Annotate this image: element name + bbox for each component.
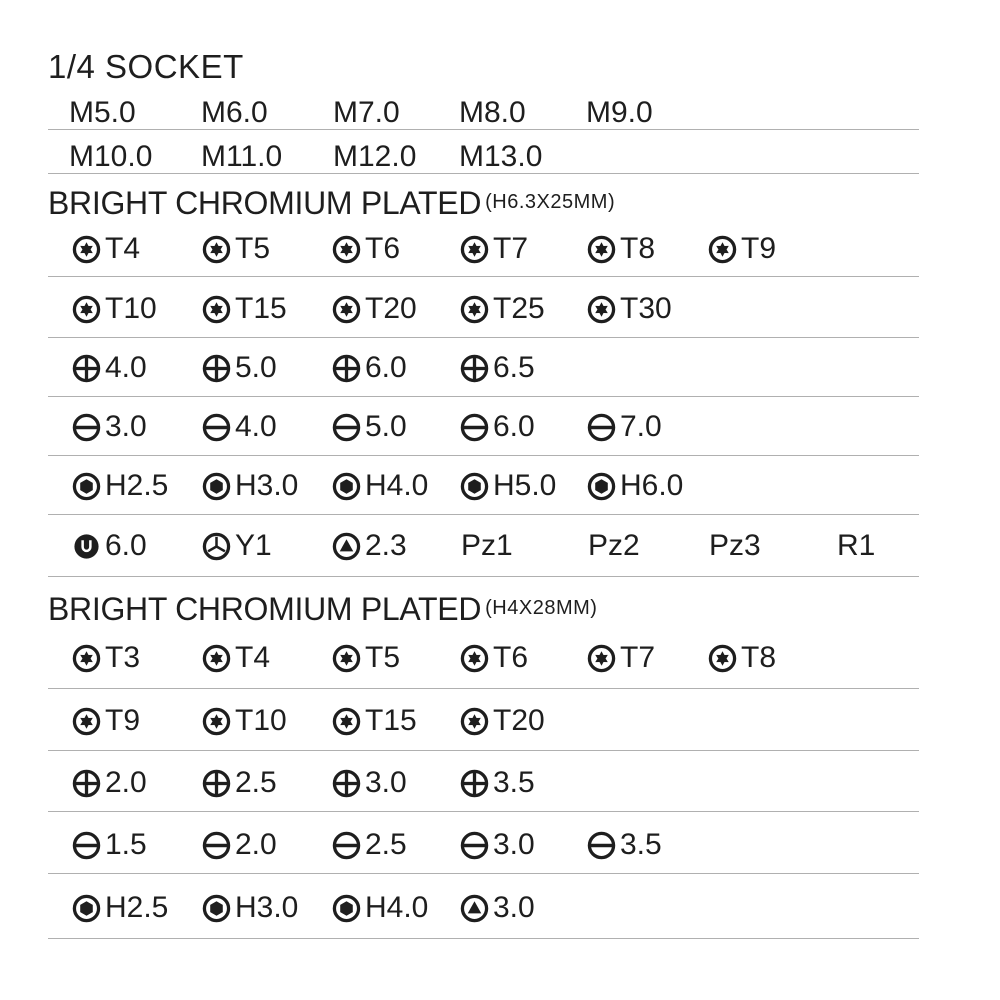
section-subtitle: (H4X28MM) <box>485 597 598 619</box>
bit-label: H3.0 <box>235 469 299 502</box>
hex-icon <box>202 472 231 501</box>
bit-item <box>587 643 655 673</box>
bit-item <box>460 830 535 860</box>
bit-row <box>48 885 919 939</box>
bit-label: T30 <box>620 292 672 325</box>
bit-label: 7.0 <box>620 410 662 443</box>
bit-label: T5 <box>235 232 271 265</box>
phillips-icon <box>202 769 231 798</box>
torx-icon <box>587 644 616 673</box>
bit-label: T15 <box>365 704 417 737</box>
slotted-icon <box>72 831 101 860</box>
bit-label: T20 <box>493 704 545 737</box>
bit-item <box>202 294 287 324</box>
slotted-icon <box>460 413 489 442</box>
phillips-icon <box>332 769 361 798</box>
bit-label: H5.0 <box>493 469 557 502</box>
slotted-icon <box>202 831 231 860</box>
bit-item <box>460 412 535 442</box>
bit-item <box>72 768 147 798</box>
bit-label: T6 <box>365 232 401 265</box>
torx-icon <box>460 295 489 324</box>
torx-icon <box>72 707 101 736</box>
bit-item <box>202 830 277 860</box>
slotted-icon <box>332 831 361 860</box>
bit-row <box>48 523 919 577</box>
bit-item <box>332 531 407 561</box>
bit-item <box>72 531 147 561</box>
hex-icon <box>72 472 101 501</box>
bit-row <box>48 822 919 874</box>
torx-icon <box>587 295 616 324</box>
bit-item <box>332 471 428 501</box>
bit-item <box>202 643 270 673</box>
bit-label: T7 <box>620 641 656 674</box>
triangle-icon <box>460 894 489 923</box>
section-title <box>48 187 615 219</box>
socket-size: M12.0 <box>333 140 417 173</box>
phillips-icon <box>460 769 489 798</box>
socket-size: M13.0 <box>459 140 543 173</box>
bit-item <box>72 830 147 860</box>
bit-label: T7 <box>493 232 529 265</box>
bit-item <box>202 234 270 264</box>
bit-label: 6.0 <box>365 351 407 384</box>
socket-size: M7.0 <box>333 96 400 129</box>
bit-item <box>460 294 545 324</box>
slotted-icon <box>460 831 489 860</box>
bit-item <box>202 768 277 798</box>
section-title-text: BRIGHT CHROMIUM PLATED <box>48 591 482 627</box>
bit-item <box>587 830 662 860</box>
bit-label: 4.0 <box>235 410 277 443</box>
phillips-icon <box>332 354 361 383</box>
bit-item <box>202 412 277 442</box>
torx-icon <box>332 707 361 736</box>
section-subtitle: (H6.3X25MM) <box>485 191 616 213</box>
socket-size: M9.0 <box>586 96 653 129</box>
bit-label: 3.0 <box>493 891 535 924</box>
bit-row <box>48 698 919 751</box>
torx-icon <box>460 235 489 264</box>
torx-icon <box>460 644 489 673</box>
bit-item <box>202 353 277 383</box>
bit-label: 3.0 <box>105 410 147 443</box>
bit-item <box>202 893 298 923</box>
hex-icon <box>587 472 616 501</box>
torx-icon <box>202 235 231 264</box>
bit-label: Y1 <box>235 529 272 562</box>
bit-item <box>708 643 776 673</box>
bit-label: T4 <box>235 641 271 674</box>
socket-row <box>48 94 919 130</box>
bit-item <box>332 643 400 673</box>
bit-label: H2.5 <box>105 891 169 924</box>
bit-item <box>72 234 140 264</box>
section-title <box>48 593 597 625</box>
socket-title: 1/4 SOCKET <box>48 48 244 85</box>
socket-row <box>48 138 919 174</box>
bit-item <box>72 412 147 442</box>
bit-row <box>48 345 919 397</box>
bit-label: T15 <box>235 292 287 325</box>
bit-item <box>332 353 407 383</box>
socket-size: M10.0 <box>69 140 153 173</box>
socket-size: M11.0 <box>201 140 283 173</box>
bit-label: T25 <box>493 292 545 325</box>
bit-label: 2.0 <box>105 766 147 799</box>
bit-item <box>332 294 417 324</box>
bit-label: T10 <box>105 292 157 325</box>
bit-label: 6.0 <box>105 529 147 562</box>
bit-row <box>48 635 919 689</box>
bit-label: T8 <box>741 641 777 674</box>
bit-label: Pz2 <box>588 529 640 562</box>
socket-size: M6.0 <box>201 96 268 129</box>
bit-item <box>202 706 287 736</box>
y-tri-wing-icon <box>202 532 231 561</box>
bit-item <box>836 531 875 561</box>
bit-item <box>72 353 147 383</box>
bit-label: R1 <box>837 529 876 562</box>
bit-item <box>72 294 157 324</box>
bit-item <box>460 893 535 923</box>
bit-item <box>460 531 513 561</box>
torx-icon <box>72 644 101 673</box>
bit-label: T9 <box>105 704 141 737</box>
bit-label: Pz1 <box>461 529 513 562</box>
bit-row <box>48 226 919 277</box>
bit-row <box>48 286 919 338</box>
torx-icon <box>332 295 361 324</box>
torx-icon <box>72 235 101 264</box>
torx-icon <box>202 295 231 324</box>
bit-item <box>332 412 407 442</box>
hex-icon <box>332 472 361 501</box>
torx-icon <box>460 707 489 736</box>
bit-item <box>587 412 662 442</box>
torx-icon <box>708 235 737 264</box>
phillips-icon <box>72 354 101 383</box>
bit-label: T4 <box>105 232 141 265</box>
bit-label: 2.0 <box>235 828 277 861</box>
torx-icon <box>708 644 737 673</box>
slotted-icon <box>332 413 361 442</box>
torx-icon <box>332 235 361 264</box>
bit-label: 3.0 <box>365 766 407 799</box>
bit-item <box>202 531 272 561</box>
bit-label: 2.5 <box>235 766 277 799</box>
bit-item <box>587 471 683 501</box>
bit-label: 3.5 <box>493 766 535 799</box>
bit-label: 5.0 <box>235 351 277 384</box>
bit-label: 4.0 <box>105 351 147 384</box>
bit-label: H4.0 <box>365 891 429 924</box>
slotted-icon <box>587 413 616 442</box>
bit-item <box>332 830 407 860</box>
bit-label: T9 <box>741 232 777 265</box>
phillips-icon <box>202 354 231 383</box>
hex-icon <box>202 894 231 923</box>
phillips-icon <box>460 354 489 383</box>
bit-label: T20 <box>365 292 417 325</box>
bit-label: T10 <box>235 704 287 737</box>
torx-icon <box>587 235 616 264</box>
hex-icon <box>72 894 101 923</box>
bit-row <box>48 463 919 515</box>
bit-item <box>332 768 407 798</box>
hex-icon <box>460 472 489 501</box>
bit-item <box>72 471 168 501</box>
slotted-icon <box>72 413 101 442</box>
torx-icon <box>202 707 231 736</box>
torx-icon <box>72 295 101 324</box>
bit-label: H6.0 <box>620 469 684 502</box>
bit-item <box>332 893 428 923</box>
hex-icon <box>332 894 361 923</box>
bit-item <box>202 471 298 501</box>
bit-label: 2.3 <box>365 529 407 562</box>
bit-item <box>587 234 655 264</box>
bit-label: T8 <box>620 232 656 265</box>
bit-label: 6.5 <box>493 351 535 384</box>
bit-item <box>708 531 761 561</box>
phillips-icon <box>72 769 101 798</box>
bit-label: 3.0 <box>493 828 535 861</box>
bit-item <box>460 471 556 501</box>
bit-label: 1.5 <box>105 828 147 861</box>
bit-label: T3 <box>105 641 141 674</box>
bit-label: 2.5 <box>365 828 407 861</box>
triangle-icon <box>332 532 361 561</box>
bit-label: Pz3 <box>709 529 761 562</box>
bit-item <box>708 234 776 264</box>
bit-label: H3.0 <box>235 891 299 924</box>
bit-item <box>72 643 140 673</box>
section-title-text: BRIGHT CHROMIUM PLATED <box>48 185 482 221</box>
bit-label: T6 <box>493 641 529 674</box>
bit-item <box>587 531 640 561</box>
socket-size: M5.0 <box>69 96 136 129</box>
bit-item <box>460 643 528 673</box>
bit-item <box>332 234 400 264</box>
bit-item <box>460 706 545 736</box>
bit-label: H2.5 <box>105 469 169 502</box>
bit-item <box>460 353 535 383</box>
bit-item <box>332 706 417 736</box>
bit-label: 6.0 <box>493 410 535 443</box>
bit-row <box>48 760 919 812</box>
bit-item <box>72 706 140 736</box>
torx-icon <box>202 644 231 673</box>
bit-label: T5 <box>365 641 401 674</box>
bit-row <box>48 404 919 456</box>
bit-label: 5.0 <box>365 410 407 443</box>
slotted-icon <box>587 831 616 860</box>
torx-icon <box>332 644 361 673</box>
slotted-icon <box>202 413 231 442</box>
bit-item <box>460 768 535 798</box>
bit-label: 3.5 <box>620 828 662 861</box>
bit-item <box>72 893 168 923</box>
bit-item <box>460 234 528 264</box>
u-shape-icon <box>72 532 101 561</box>
socket-size: M8.0 <box>459 96 526 129</box>
bit-item <box>587 294 672 324</box>
bit-label: H4.0 <box>365 469 429 502</box>
